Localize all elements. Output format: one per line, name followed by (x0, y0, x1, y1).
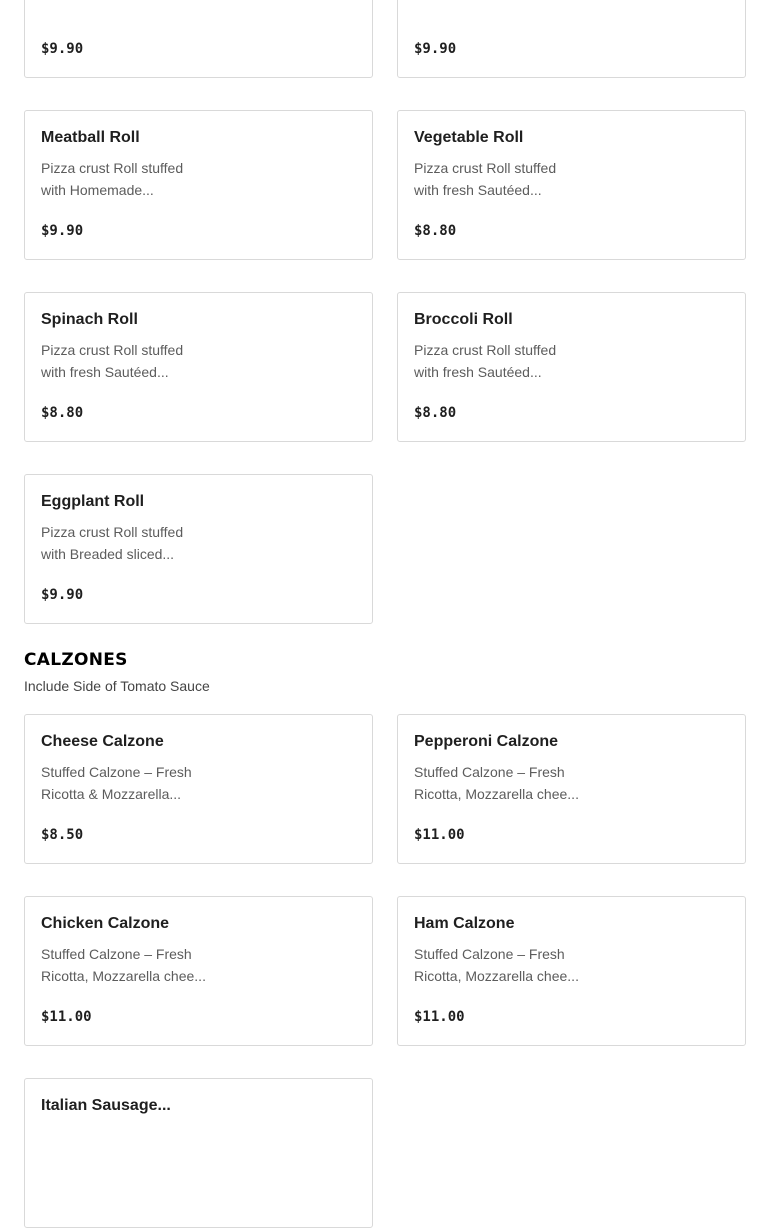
item-description-line: Ricotta, Mozzarella chee... (41, 968, 206, 984)
menu-item-vegetable-roll[interactable] (397, 110, 746, 260)
menu-item-ham-calzone[interactable] (397, 896, 746, 1046)
item-description (414, 761, 589, 805)
item-description (41, 339, 216, 383)
menu-item-card[interactable] (24, 0, 373, 78)
item-name: Cheese Calzone (41, 733, 164, 750)
item-description-line: with fresh Sautéed... (414, 182, 542, 198)
item-description (414, 943, 589, 987)
item-price: $8.80 (414, 223, 457, 239)
item-price: $9.90 (414, 41, 457, 57)
item-price: $8.50 (41, 827, 84, 843)
item-description-line: Stuffed Calzone – Fresh (414, 764, 565, 780)
item-name: Italian Sausage... (41, 1097, 171, 1114)
item-description-line: Ricotta, Mozzarella chee... (414, 786, 579, 802)
menu-item-chicken-calzone[interactable] (24, 896, 373, 1046)
item-description (41, 761, 216, 805)
item-price: $9.90 (41, 41, 84, 57)
item-description-line: Pizza crust Roll stuffed (41, 342, 184, 358)
menu-item-spinach-roll[interactable] (24, 292, 373, 442)
item-name: Broccoli Roll (414, 311, 513, 328)
item-price: $11.00 (414, 1009, 465, 1025)
section-title-calzones: CALZONES (24, 650, 128, 670)
item-price: $8.80 (414, 405, 457, 421)
item-price: $11.00 (414, 827, 465, 843)
menu-item-eggplant-roll[interactable] (24, 474, 373, 624)
item-description (41, 157, 216, 201)
item-name: Pepperoni Calzone (414, 733, 559, 750)
item-description-line: Pizza crust Roll stuffed (414, 342, 557, 358)
item-price: $11.00 (41, 1009, 92, 1025)
item-name: Ham Calzone (414, 915, 515, 932)
item-name: Spinach Roll (41, 311, 138, 328)
item-description-line: Stuffed Calzone – Fresh (414, 946, 565, 962)
item-description-line: Ricotta, Mozzarella chee... (414, 968, 579, 984)
item-description-line: with fresh Sautéed... (414, 364, 542, 380)
item-price: $8.80 (41, 405, 84, 421)
menu-item-broccoli-roll[interactable] (397, 292, 746, 442)
item-name: Chicken Calzone (41, 915, 170, 932)
item-description-line: with Homemade... (41, 182, 154, 198)
menu-item-meatball-roll[interactable] (24, 110, 373, 260)
item-description-line: Ricotta & Mozzarella... (41, 786, 182, 802)
menu-item-italian-sausage-calzone[interactable] (24, 1078, 373, 1228)
item-description-line: Stuffed Calzone – Fresh (41, 764, 192, 780)
item-description-line: with Breaded sliced... (41, 546, 175, 562)
item-name: Eggplant Roll (41, 493, 145, 510)
item-description-line: Pizza crust Roll stuffed (414, 160, 557, 176)
item-description (41, 521, 216, 565)
item-description-line: with fresh Sautéed... (41, 364, 169, 380)
menu-item-cheese-calzone[interactable] (24, 714, 373, 864)
menu-item-pepperoni-calzone[interactable] (397, 714, 746, 864)
item-description-line: Pizza crust Roll stuffed (41, 524, 184, 540)
item-description-line: Pizza crust Roll stuffed (41, 160, 184, 176)
menu-item-card[interactable] (397, 0, 746, 78)
item-description (41, 943, 216, 987)
item-name: Meatball Roll (41, 129, 140, 146)
item-description (414, 339, 589, 383)
item-description-line: Stuffed Calzone – Fresh (41, 946, 192, 962)
item-price: $9.90 (41, 223, 84, 239)
item-price: $9.90 (41, 587, 84, 603)
item-name: Vegetable Roll (414, 129, 524, 146)
item-description (414, 157, 589, 201)
section-subtitle: Include Side of Tomato Sauce (24, 678, 210, 694)
